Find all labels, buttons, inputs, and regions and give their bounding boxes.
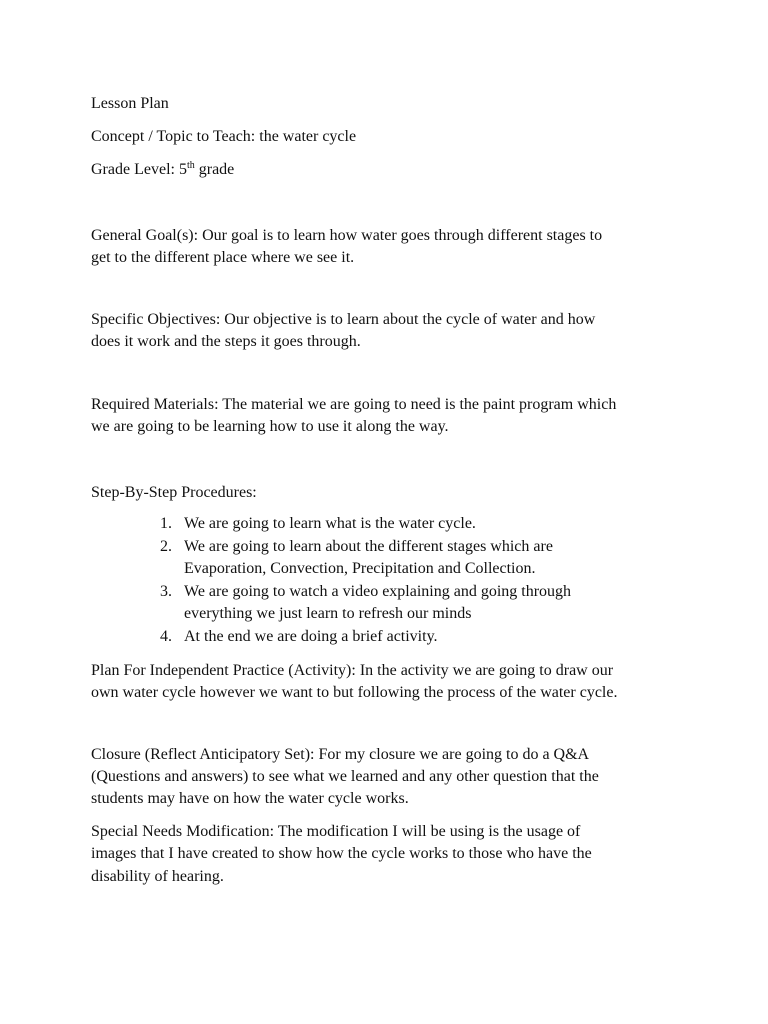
procedures-list	[160, 513, 571, 648]
procedure-number: 3.	[160, 582, 172, 600]
closure-line-2: (Questions and answers) to see what we learned and any other question that the	[91, 768, 599, 785]
procedure-item-1	[160, 513, 571, 536]
special-needs-line-2: images that I have created to show how the cycle works to those who have the	[91, 845, 592, 862]
procedure-text: We are going to learn about the different stages which are	[184, 537, 553, 555]
closure-line-3: students may have on how the water cycle works.	[91, 790, 409, 807]
general-goal-line-1: General Goal(s): Our goal is to learn how water goes through different stages to	[91, 227, 603, 244]
grade-level-line	[91, 159, 234, 181]
procedure-text-continued: everything we just learn to refresh our minds	[184, 605, 472, 622]
special-needs-line-3: disability of hearing.	[91, 868, 224, 885]
procedure-number: 4.	[160, 627, 172, 645]
required-materials-line-2: we are going to be learning how to use it along the way.	[91, 418, 449, 435]
document-title: Lesson Plan	[91, 95, 169, 112]
general-goal-line-2: get to the different place where we see it.	[91, 249, 355, 266]
procedure-number: 1.	[160, 515, 172, 532]
specific-objectives-line-2: does it work and the steps it goes through.	[91, 333, 361, 350]
grade-prefix: Grade Level: 5	[91, 161, 187, 178]
grade-superscript: th	[186, 160, 195, 171]
procedure-item-3	[160, 581, 571, 626]
closure-line-1: Closure (Reflect Anticipatory Set): For my closure we are going to do a Q&A	[91, 746, 590, 763]
topic-line: Concept / Topic to Teach: the water cycle	[91, 128, 357, 145]
procedure-text: We are going to learn what is the water cycle.	[184, 515, 476, 532]
procedures-heading: Step-By-Step Procedures:	[91, 484, 257, 501]
specific-objectives-line-1: Specific Objectives: Our objective is to learn about the cycle of water and how	[91, 311, 596, 328]
independent-practice-line-2: own water cycle however we want to but following the process of the water cycle.	[91, 684, 618, 701]
procedure-text-continued: Evaporation, Convection, Precipitation and Collection.	[184, 560, 536, 577]
procedure-item-4	[160, 626, 571, 649]
independent-practice-line-1: Plan For Independent Practice (Activity): In the activity we are going to draw our	[91, 662, 614, 679]
grade-suffix: grade	[194, 161, 235, 178]
procedure-number: 2.	[160, 537, 172, 555]
procedure-text: At the end we are doing a brief activity.	[184, 627, 438, 645]
required-materials-line-1: Required Materials: The material we are going to need is the paint program which	[91, 396, 617, 413]
procedure-item-2	[160, 536, 571, 581]
procedure-text: We are going to watch a video explaining and going through	[184, 582, 572, 600]
special-needs-line-1: Special Needs Modification: The modification I will be using is the usage of	[91, 823, 581, 840]
